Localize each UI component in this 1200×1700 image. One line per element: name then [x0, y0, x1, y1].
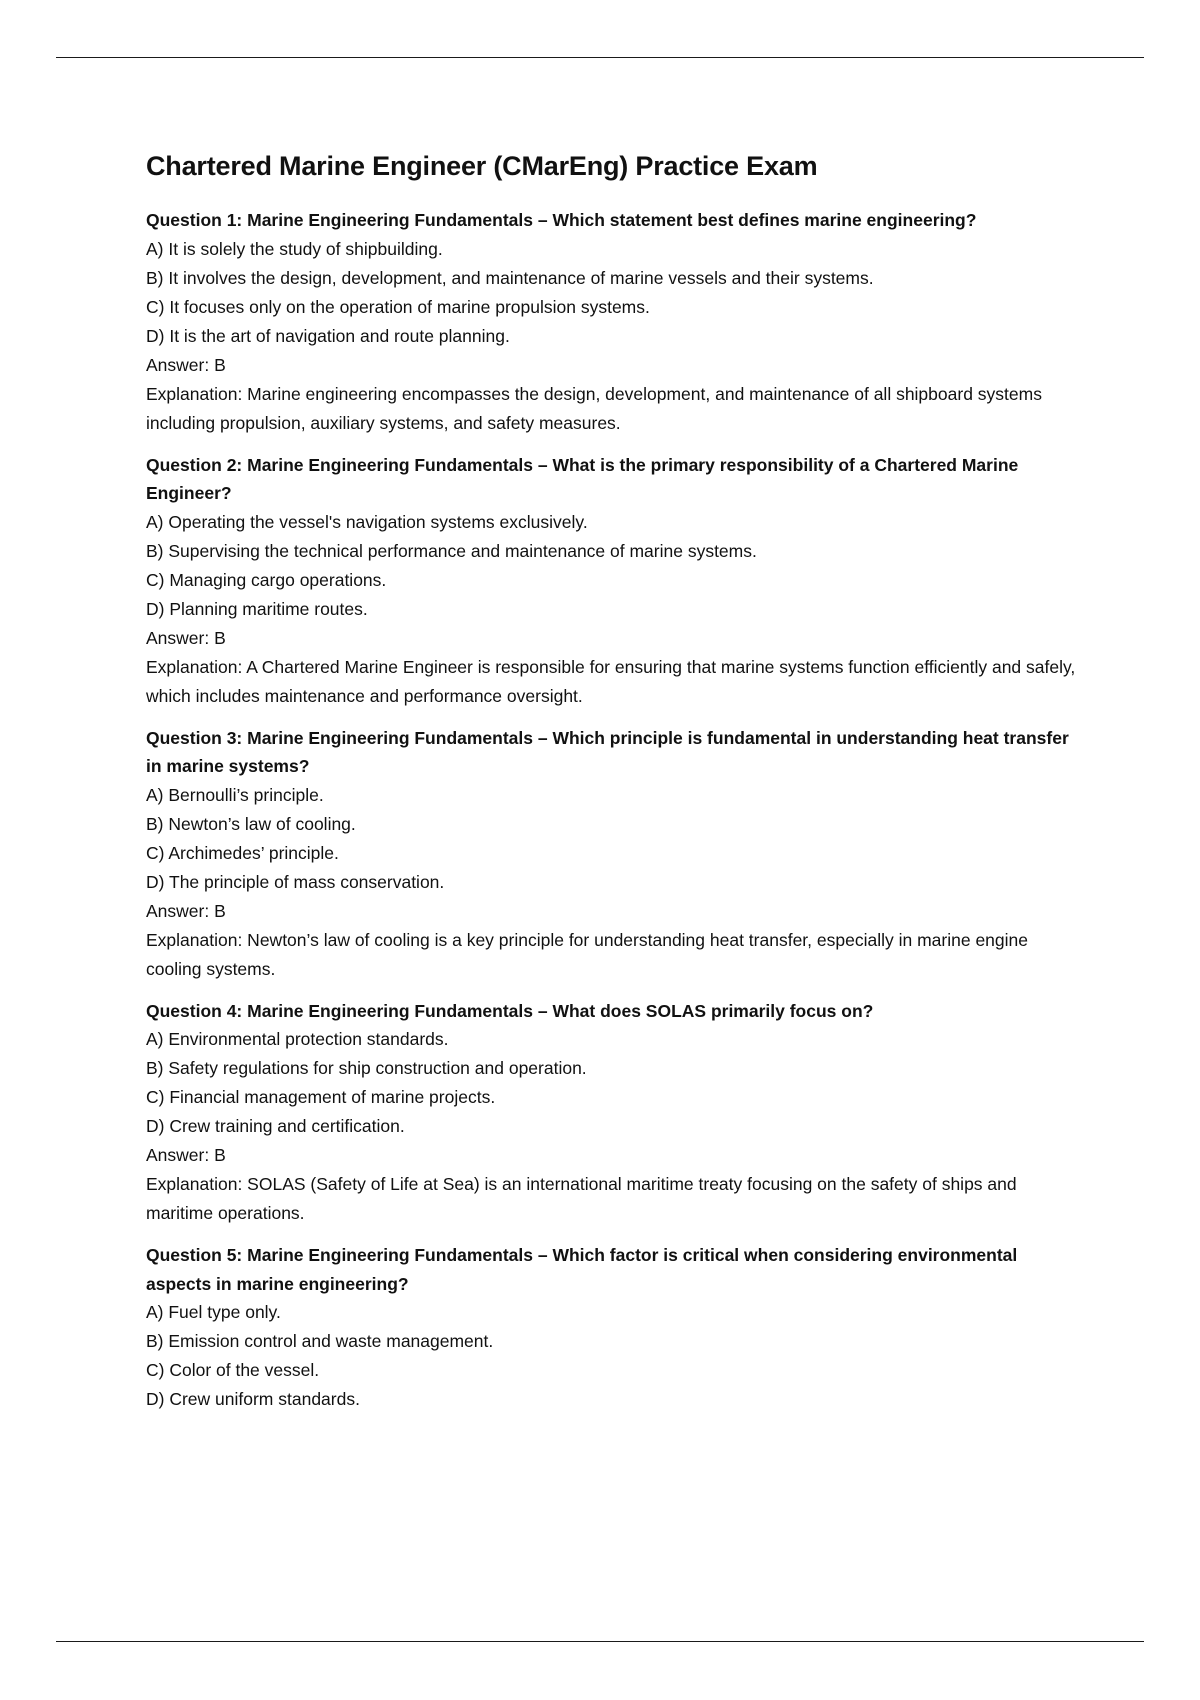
page-title: Chartered Marine Engineer (CMarEng) Practice Exam: [146, 151, 818, 181]
option-b: B) It involves the design, development, and maintenance of marine vessels and their systems.: [146, 267, 874, 288]
option-a: A) It is solely the study of shipbuilding.: [146, 238, 443, 259]
header-rule: [56, 57, 1144, 58]
option-b: B) Newton’s law of cooling.: [146, 813, 356, 834]
answer: Answer: B: [146, 1145, 226, 1165]
option-d: D) Crew uniform standards.: [146, 1389, 360, 1409]
question-4: [146, 997, 1086, 1229]
explanation: Explanation: SOLAS (Safety of Life at Sea) is an international maritime treaty focusing on the safety of ships and maritime operations.: [146, 1174, 1017, 1223]
option-d: D) The principle of mass conservation.: [146, 871, 445, 892]
option-a: A) Bernoulli’s principle.: [146, 784, 324, 805]
explanation: Explanation: Newton’s law of cooling is a key principle for understanding heat transfer, especially in marine engine cooling systems.: [146, 929, 1028, 979]
question-3: [146, 724, 1086, 984]
option-a: A) Operating the vessel's navigation systems exclusively.: [146, 511, 588, 532]
option-c: C) Archimedes’ principle.: [146, 842, 339, 863]
question-5: [146, 1241, 1086, 1414]
answer: Answer: B: [146, 354, 226, 375]
option-d: D) It is the art of navigation and route planning.: [146, 325, 510, 346]
question-title: Question 1: Marine Engineering Fundamentals – Which statement best defines marine engineering?: [146, 210, 977, 230]
explanation: Explanation: A Chartered Marine Engineer is responsible for ensuring that marine systems function efficiently and safely, which includes maintenance and performance oversight.: [146, 656, 1076, 706]
document-body: [146, 146, 1086, 1427]
option-b: B) Emission control and waste management.: [146, 1331, 494, 1351]
option-b: B) Supervising the technical performance and maintenance of marine systems.: [146, 540, 757, 561]
answer: Answer: B: [146, 900, 226, 921]
option-b: B) Safety regulations for ship construction and operation.: [146, 1058, 587, 1078]
option-a: A) Fuel type only.: [146, 1302, 281, 1322]
question-title: Question 4: Marine Engineering Fundamentals – What does SOLAS primarily focus on?: [146, 1000, 874, 1021]
option-c: C) It focuses only on the operation of marine propulsion systems.: [146, 296, 650, 317]
option-c: C) Managing cargo operations.: [146, 569, 387, 590]
option-d: D) Crew training and certification.: [146, 1116, 405, 1136]
footer-rule: [56, 1641, 1144, 1642]
answer: Answer: B: [146, 627, 226, 648]
question-title: Question 5: Marine Engineering Fundamentals – Which factor is critical when considering environmental aspects in marine engineering?: [146, 1245, 1018, 1294]
option-d: D) Planning maritime routes.: [146, 598, 368, 619]
question-title: Question 3: Marine Engineering Fundamentals – Which principle is fundamental in understanding heat transfer in marine systems?: [146, 727, 1069, 776]
explanation: Explanation: Marine engineering encompasses the design, development, and maintenance of all shipboard systems including propulsion, auxiliary systems, and safety measures.: [146, 383, 1042, 433]
question-1: [146, 206, 1086, 438]
option-c: C) Color of the vessel.: [146, 1360, 320, 1380]
option-c: C) Financial management of marine projects.: [146, 1087, 496, 1107]
option-a: A) Environmental protection standards.: [146, 1029, 449, 1049]
question-title: Question 2: Marine Engineering Fundamentals – What is the primary responsibility of a Chartered Marine Engineer?: [146, 454, 1019, 503]
question-2: [146, 451, 1086, 711]
